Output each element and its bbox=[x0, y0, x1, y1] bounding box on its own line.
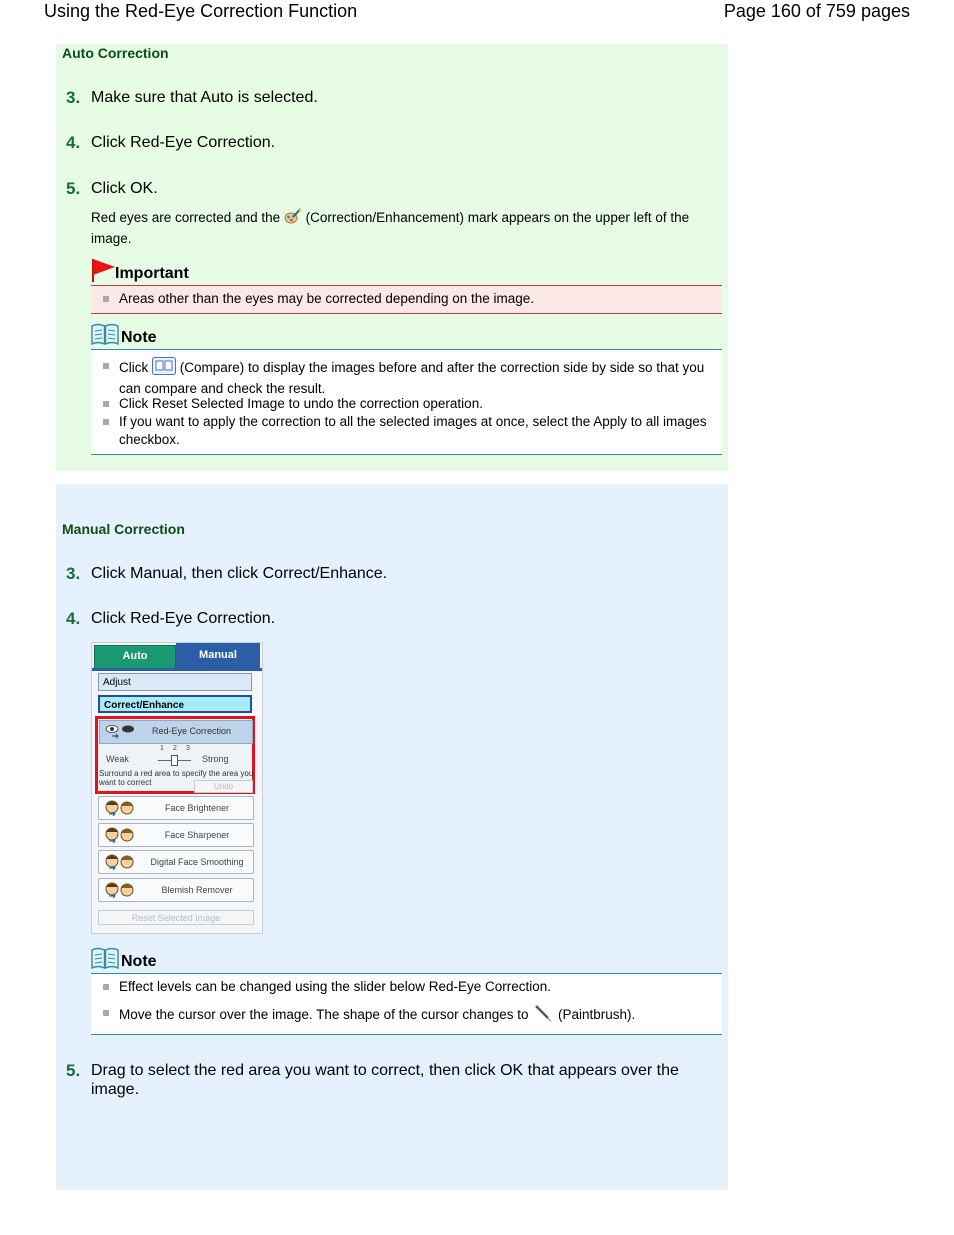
tab-auto[interactable]: Auto bbox=[94, 645, 176, 669]
reset-selected-image-button[interactable]: Reset Selected Image bbox=[98, 910, 254, 925]
face-sharpener-button[interactable]: Face Sharpener bbox=[98, 823, 254, 847]
auto-correction-section: Auto Correction 3. Make sure that Auto is selected. 4. Click Red-Eye Correction. 5. Click OK. Red eyes are corrected and the (Correction/Enhancement) mark appears on the upper left of the image. Important Areas other than the eyes may be corrected depending on the image. Note Click (Compare) to display the images before and after the correction side by side so that you can compare and check the result. Click Reset Selected Image to undo the correction operation. If you want to apply the correction to all the selected images at once, select the Apply to all images checkbox. bbox=[56, 44, 728, 471]
tab-underline bbox=[92, 668, 262, 671]
red-eye-highlight bbox=[95, 716, 255, 794]
faces-icon bbox=[104, 881, 138, 901]
manual-note-box bbox=[91, 973, 722, 1035]
auto-correction-heading: Auto Correction bbox=[62, 45, 169, 61]
tab-manual[interactable]: Manual bbox=[176, 643, 260, 669]
paintbrush-icon bbox=[532, 1004, 554, 1027]
note-item-apply-all: If you want to apply the correction to all the selected images at once, select the Apply to all images checkbox. bbox=[119, 413, 719, 449]
adjust-button[interactable]: Adjust bbox=[98, 673, 252, 691]
red-area-instruction: Surround a red area to specify the area you want to correct bbox=[99, 769, 254, 787]
page-counter: Page 160 of 759 pages bbox=[723, 1, 910, 21]
note-title: Note bbox=[121, 329, 157, 346]
weak-label: Weak bbox=[106, 754, 129, 764]
note-item-slider: Effect levels can be changed using the slider below Red-Eye Correction. bbox=[119, 978, 719, 996]
note-item-reset: Click Reset Selected Image to undo the correction operation. bbox=[119, 395, 719, 413]
digital-face-smoothing-button[interactable]: Digital Face Smoothing bbox=[98, 850, 254, 874]
auto-result-text: Red eyes are corrected and the (Correction/Enhancement) mark appears on the upper left of the image. bbox=[91, 210, 690, 246]
correction-enhancement-icon bbox=[284, 208, 302, 230]
undo-button[interactable]: Undo bbox=[194, 780, 253, 793]
note-box bbox=[91, 349, 722, 455]
important-box bbox=[91, 285, 722, 314]
note-item-compare: Click (Compare) to display the images before and after the correction side by side so that you can compare and check the result. bbox=[119, 357, 719, 398]
strong-label: Strong bbox=[202, 754, 229, 764]
faces-icon bbox=[104, 826, 138, 846]
note-item-cursor: Move the cursor over the image. The shape of the cursor changes to (Paintbrush). bbox=[119, 1004, 719, 1027]
faces-icon bbox=[104, 799, 138, 819]
note-book-icon bbox=[91, 947, 119, 974]
eye-icon bbox=[104, 724, 138, 745]
important-title: Important bbox=[115, 265, 189, 282]
tick-2: 2 bbox=[173, 745, 177, 752]
red-eye-correction-button[interactable]: Red-Eye Correction bbox=[99, 720, 253, 744]
tick-1: 1 bbox=[160, 745, 164, 752]
document-title: Using the Red-Eye Correction Function bbox=[44, 1, 358, 21]
important-item: Areas other than the eyes may be corrected depending on the image. bbox=[119, 290, 719, 308]
important-flag-icon bbox=[91, 258, 117, 287]
face-brightener-button[interactable]: Face Brightener bbox=[98, 796, 254, 820]
manual-correction-section: Manual Correction 3. Click Manual, then click Correct/Enhance. 4. Click Red-Eye Correction. Auto Manual Adjust Correct/Enhance Red-Eye Correction Weak 1 2 3 Strong Surround a red area to specify the area you want to correct Undo Face Brightener Face Sharpener Digital Face Smoothing Blemish Remover Reset Selected Image Note Effect levels can be changed using the slider below Red-Eye Correction. Move the cursor over the image. The shape of the cursor changes to (Paintbrush). 5. Drag to select the red area you want to correct, then click OK that appears over the image. bbox=[56, 484, 728, 1190]
faces-icon bbox=[104, 853, 138, 873]
blemish-remover-button[interactable]: Blemish Remover bbox=[98, 878, 254, 902]
note-book-icon bbox=[91, 323, 119, 350]
manual-note-title: Note bbox=[121, 953, 157, 970]
correction-panel-screenshot bbox=[91, 642, 263, 934]
correct-enhance-button[interactable]: Correct/Enhance bbox=[98, 695, 252, 713]
effect-slider-thumb[interactable] bbox=[171, 755, 178, 766]
tick-3: 3 bbox=[186, 745, 190, 752]
manual-correction-heading: Manual Correction bbox=[62, 521, 185, 537]
compare-icon bbox=[152, 357, 176, 380]
